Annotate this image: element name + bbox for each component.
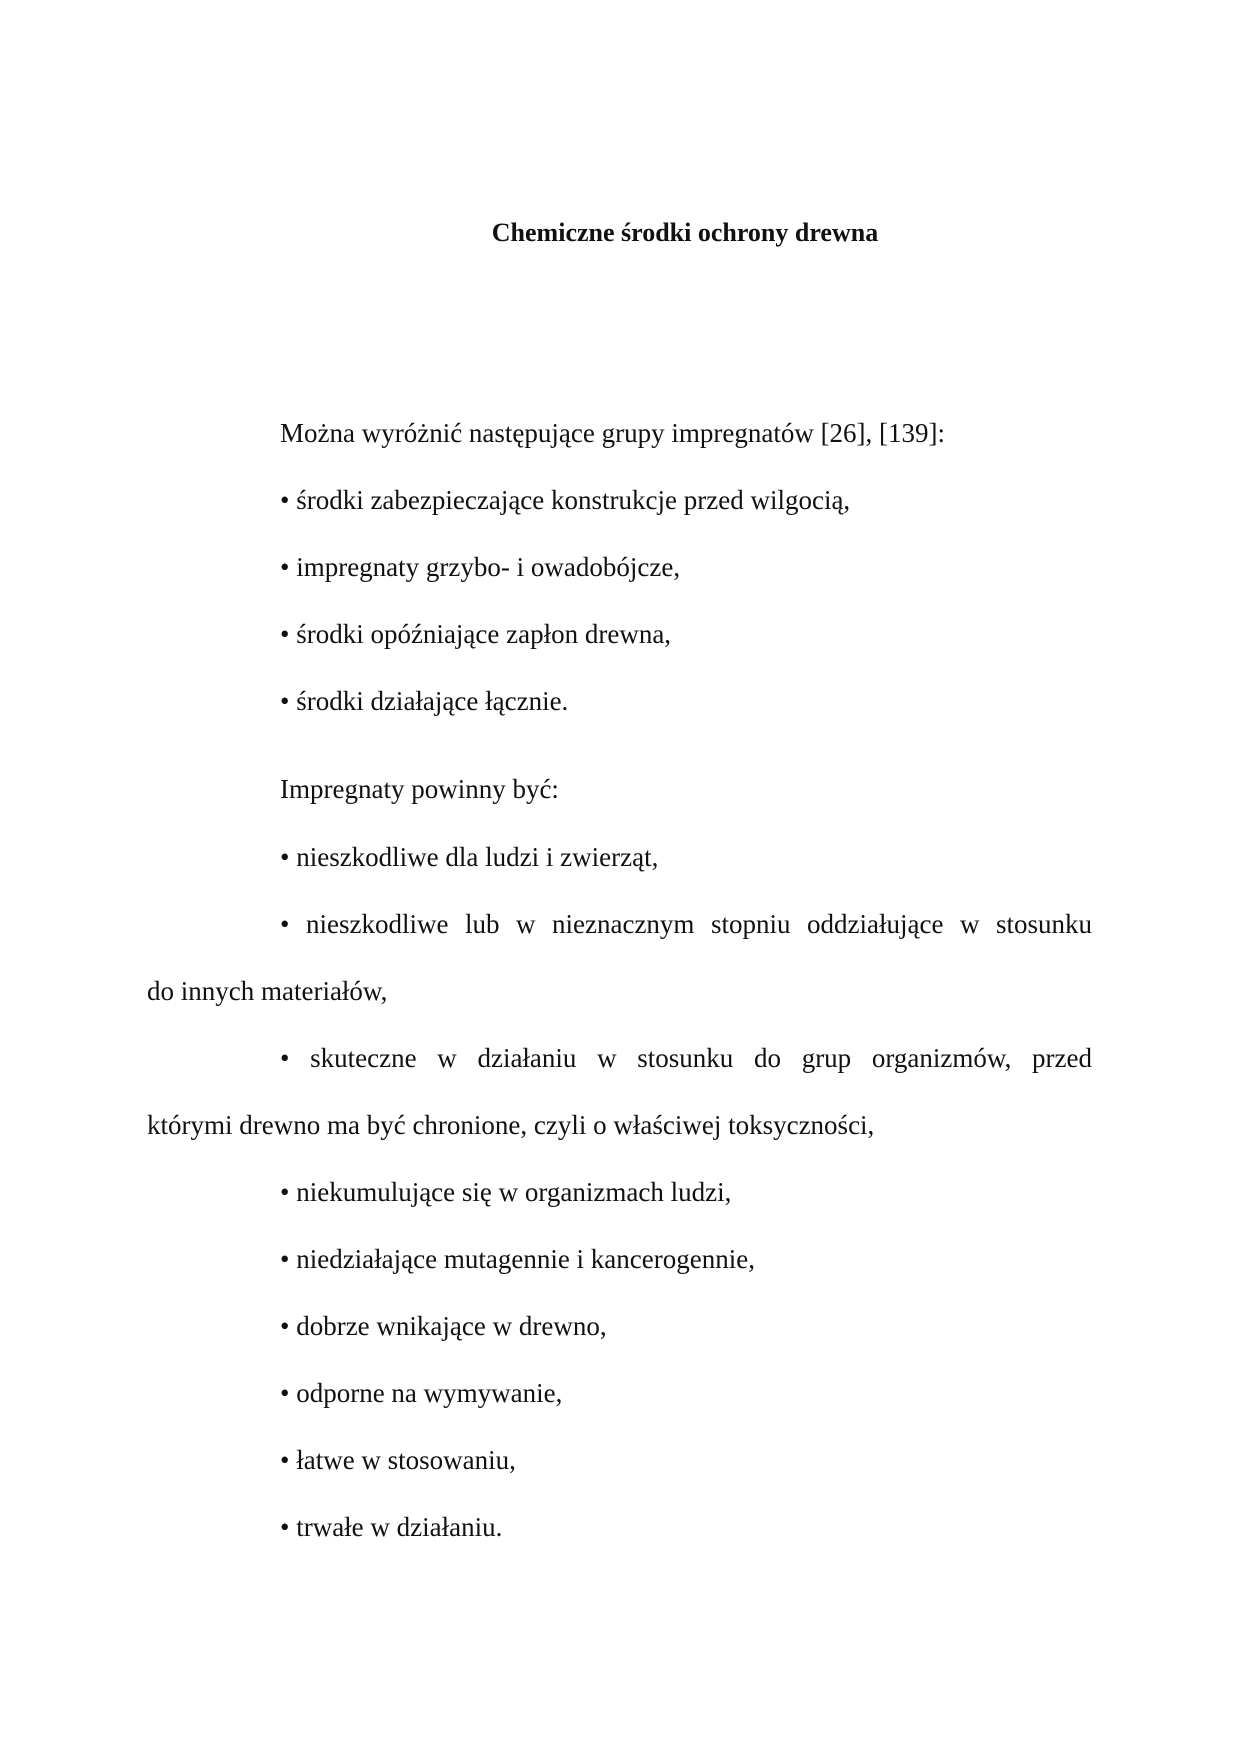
group-item: • środki opóźniające zapłon drewna, bbox=[280, 619, 672, 649]
group-item: • środki zabezpieczające konstrukcje przed wilgocią, bbox=[280, 485, 851, 515]
requirement-item-line: • skuteczne w działaniu w stosunku do grup organizmów, przed bbox=[280, 1043, 1092, 1073]
page-title: Chemiczne środki ochrony drewna bbox=[491, 218, 879, 247]
requirement-item-line: • nieszkodliwe lub w nieznacznym stopniu oddziałujące w stosunku bbox=[280, 909, 1092, 939]
group-item: • środki działające łącznie. bbox=[280, 686, 569, 716]
requirement-item: • łatwe w stosowaniu, bbox=[280, 1445, 516, 1475]
requirement-item: • odporne na wymywanie, bbox=[280, 1378, 563, 1408]
requirement-item-continuation: którymi drewno ma być chronione, czyli o właściwej toksyczności, bbox=[147, 1110, 875, 1140]
requirement-item: • dobrze wnikające w drewno, bbox=[280, 1311, 607, 1341]
requirement-item: • nieszkodliwe dla ludzi i zwierząt, bbox=[280, 842, 659, 872]
group-item: • impregnaty grzybo- i owadobójcze, bbox=[280, 552, 681, 582]
requirements-intro: Impregnaty powinny być: bbox=[280, 774, 559, 804]
requirement-item-continuation: do innych materiałów, bbox=[147, 976, 388, 1006]
requirement-item: • niedziałające mutagennie i kancerogennie, bbox=[280, 1244, 755, 1274]
intro-paragraph: Można wyróżnić następujące grupy impregnatów [26], [139]: bbox=[280, 418, 946, 448]
requirement-item: • trwałe w działaniu. bbox=[280, 1512, 503, 1542]
requirement-item: • niekumulujące się w organizmach ludzi, bbox=[280, 1177, 732, 1207]
